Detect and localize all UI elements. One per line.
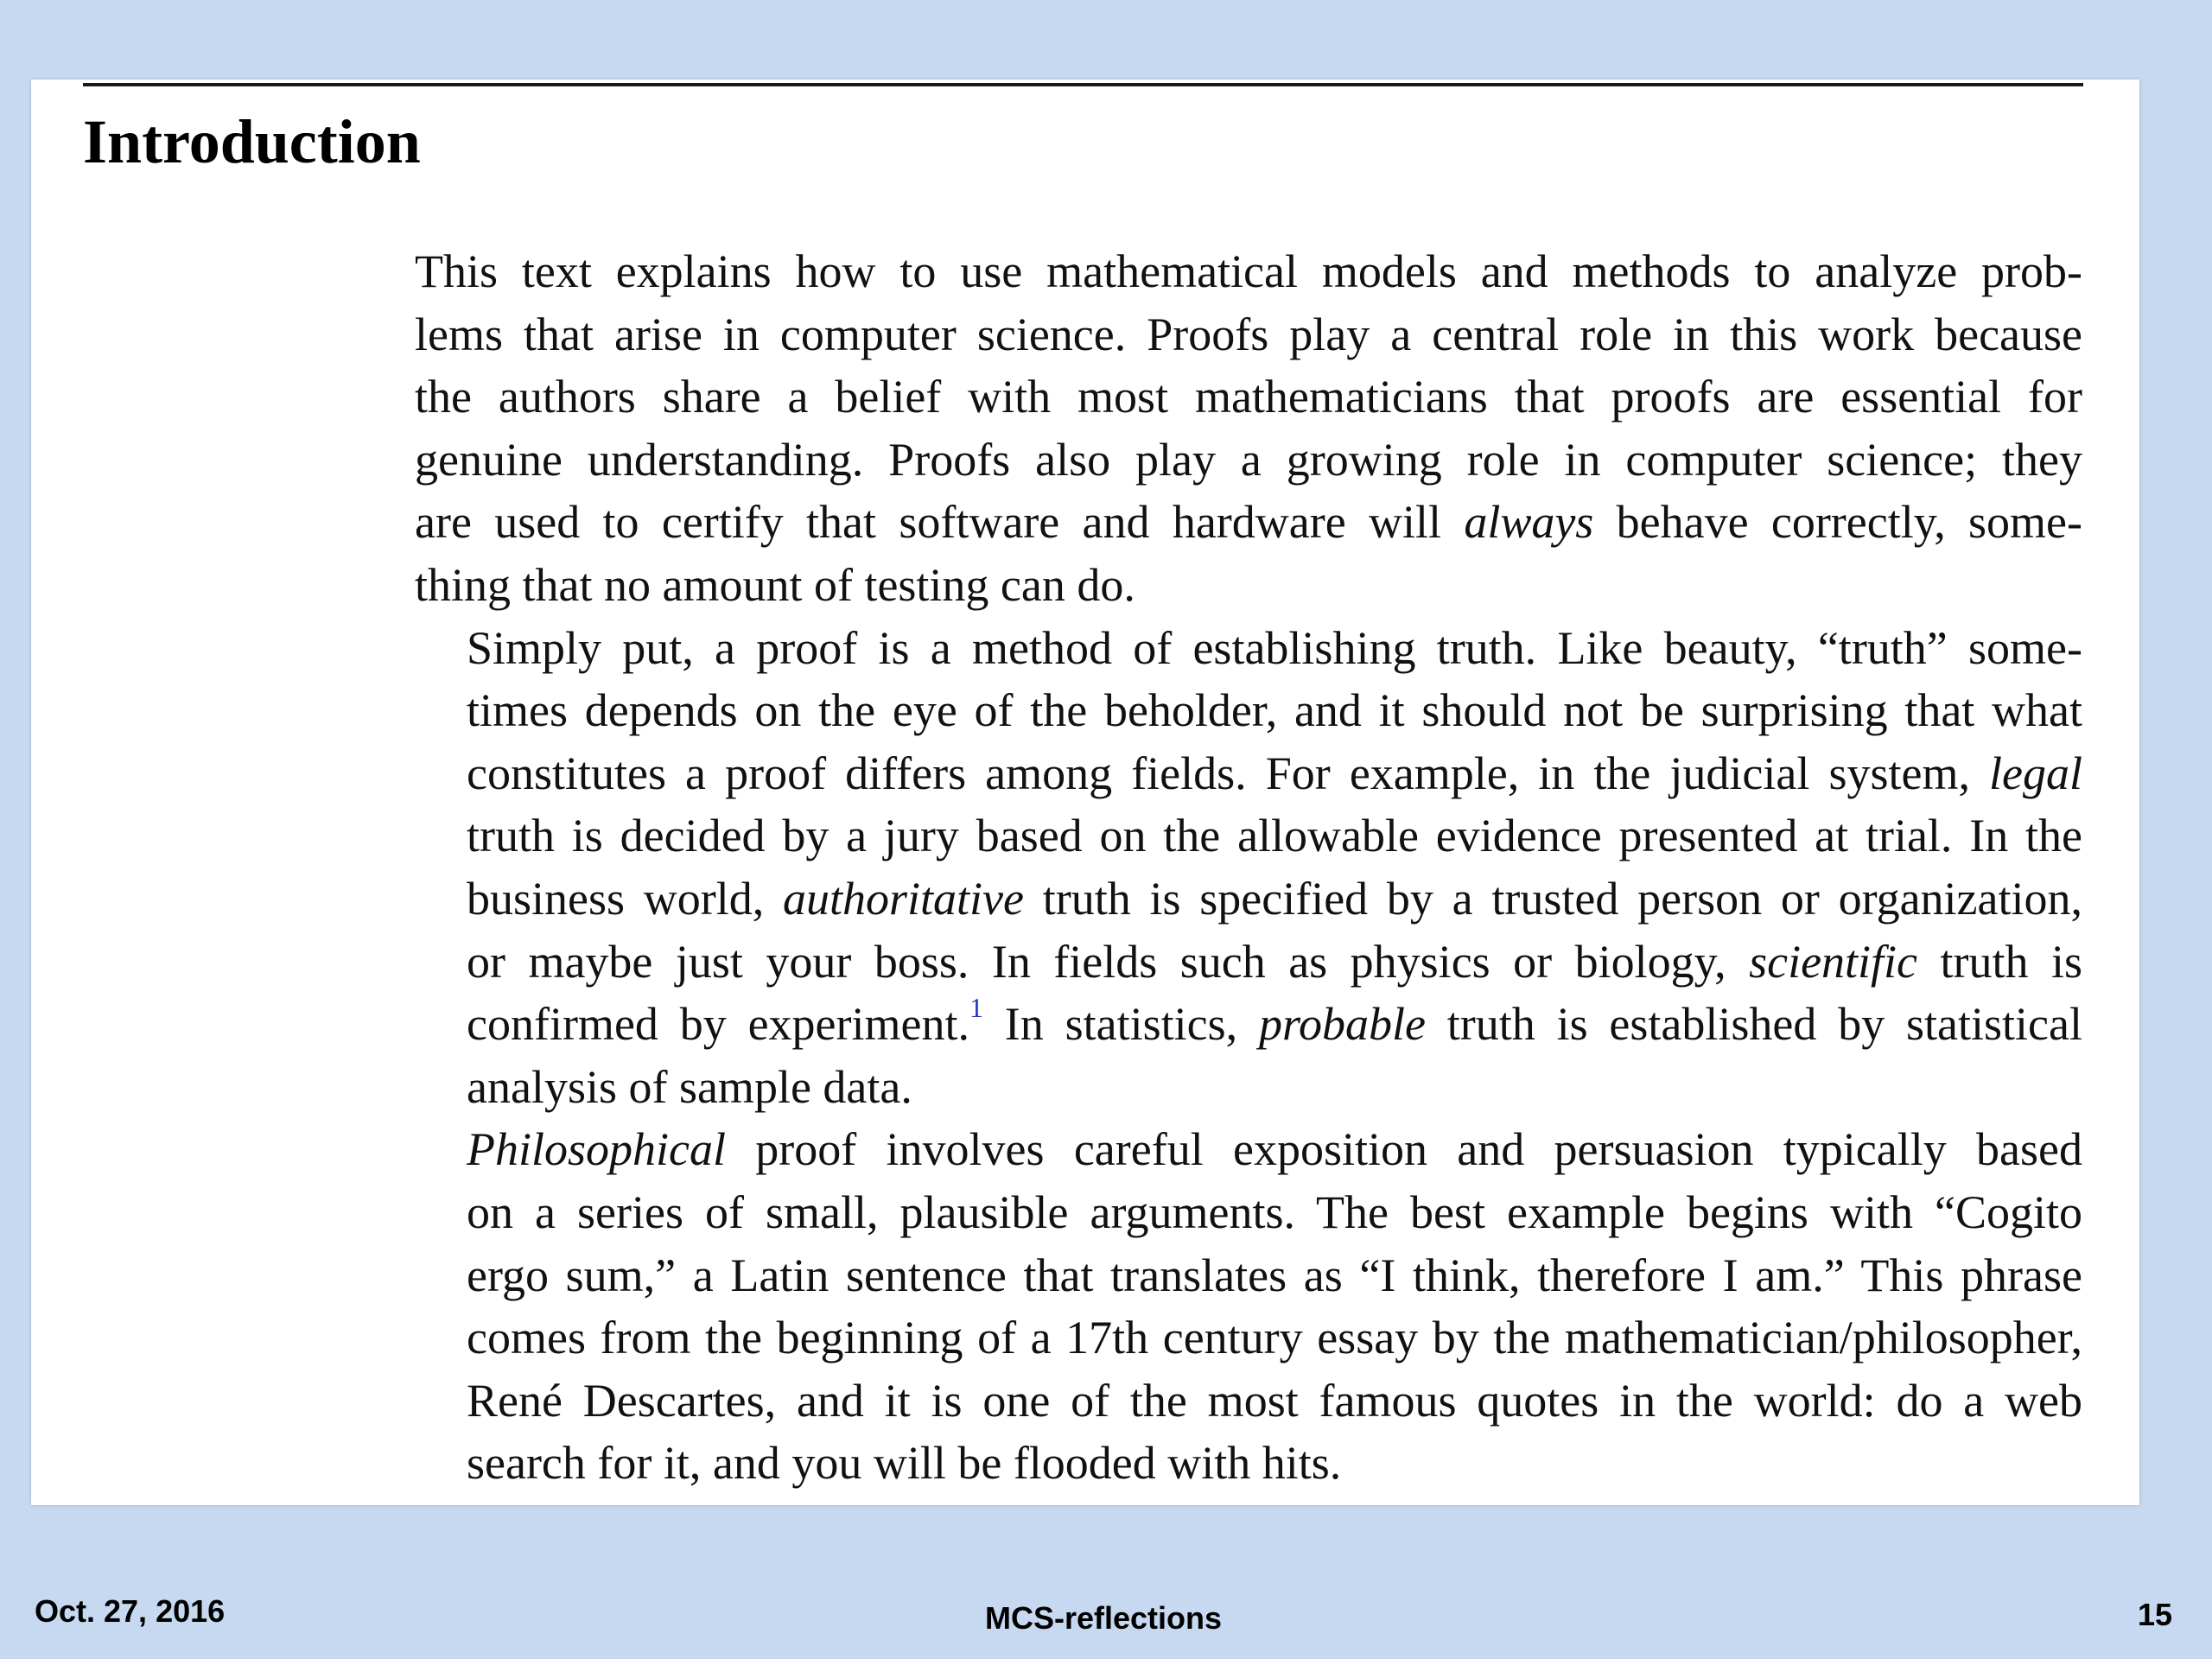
book-page-excerpt <box>31 79 2139 1505</box>
text-line: René Descartes, and it is one of the most famous quotes in the world: do a web <box>467 1374 2082 1427</box>
body-text <box>415 240 2082 1495</box>
text-line: search for it, and you will be flooded with hits. <box>467 1437 1342 1490</box>
text-line: This text explains how to use mathematical models and methods to analyze prob- <box>415 245 2082 297</box>
top-rule <box>83 83 2083 86</box>
text-line: constitutes a proof differs among fields. For example, in the judicial system, legal <box>467 747 2082 799</box>
footer-page-number: 15 <box>2138 1597 2173 1632</box>
footnote-marker[interactable]: 1 <box>969 992 983 1024</box>
text-line: analysis of sample data. <box>467 1060 912 1113</box>
paragraph-1 <box>415 240 2082 617</box>
text-line: ergo sum,” a Latin sentence that translates as “I think, therefore I am.” This phrase <box>467 1249 2082 1301</box>
text-line: thing that no amount of testing can do. <box>415 558 1135 611</box>
emphasized-term: authoritative <box>783 872 1024 925</box>
text-line: or maybe just your boss. In fields such as physics or biology, scientific truth is <box>467 935 2082 988</box>
text-line: business world, authoritative truth is specified by a trusted person or organization, <box>467 872 2083 925</box>
emphasized-term: always <box>1464 496 1594 549</box>
text-line: the authors share a belief with most mathematicians that proofs are essential for <box>415 371 2082 423</box>
text-line: times depends on the eye of the beholder, and it should not be surprising that what <box>467 684 2082 737</box>
text-line: confirmed by experiment.$^1$ In statistics, probable truth is established by statistical <box>467 992 2082 1051</box>
emphasized-term: probable <box>1258 998 1426 1051</box>
text-line: truth is decided by a jury based on the allowable evidence presented at trial. In the <box>467 810 2082 862</box>
section-heading: Introduction <box>83 107 421 176</box>
text-line: Simply put, a proof is a method of establishing truth. Like beauty, “truth” some- <box>467 621 2082 674</box>
text-line: Philosophical proof involves careful exposition and persuasion typically based <box>467 1123 2082 1176</box>
text-line: comes from the beginning of a 17th century essay by the mathematician/philosopher, <box>467 1312 2082 1364</box>
paragraph-3 <box>415 1118 2082 1495</box>
text-line: genuine understanding. Proofs also play a growing role in computer science; they <box>415 433 2082 486</box>
text-line: are used to certify that software and hardware will always behave correctly, some- <box>415 496 2082 549</box>
text-line: lems that arise in computer science. Proofs play a central role in this work because <box>415 308 2082 360</box>
footer-date: Oct. 27, 2016 <box>35 1593 226 1629</box>
footer-title: MCS-reflections <box>985 1600 1223 1636</box>
paragraph-2 <box>415 617 2082 1119</box>
emphasized-term: Philosophical <box>467 1123 726 1176</box>
emphasized-term: legal <box>1989 747 2082 799</box>
emphasized-term: scientific <box>1749 935 1918 988</box>
text-line: on a series of small, plausible arguments. The best example begins with “Cogito <box>467 1185 2082 1238</box>
